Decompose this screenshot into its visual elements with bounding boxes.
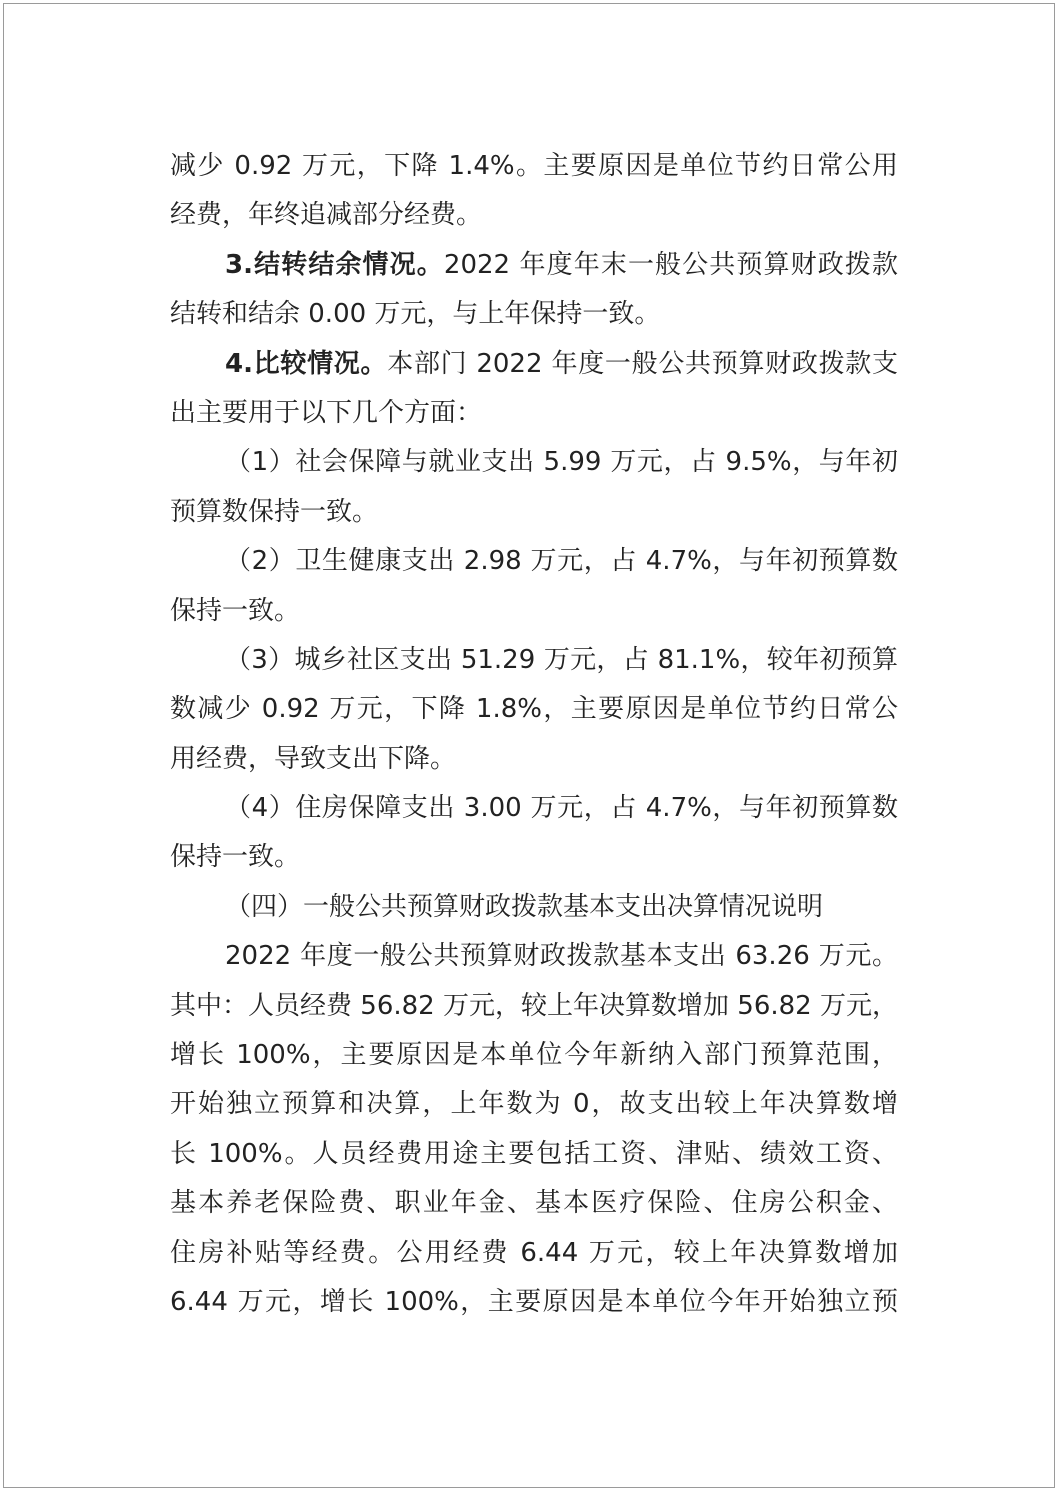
text-line: （3）城乡社区支出 51.29 万元，占 81.1%，较年初预算	[225, 644, 898, 675]
text-line	[170, 241, 898, 290]
document-body	[170, 142, 898, 1327]
text-line: 6.44 万元，增长 100%，主要原因是本单位今年开始独立预	[170, 1286, 898, 1317]
text-line: 2022 年度一般公共预算财政拨款基本支出 63.26 万元。	[225, 941, 898, 972]
text-line: 长 100%。人员经费用途主要包括工资、津贴、绩效工资、	[170, 1138, 898, 1169]
text-run: 2022 年度年末一般公共预算财政拨款	[443, 249, 898, 280]
text-line: 基本养老保险费、职业年金、基本医疗保险、住房公积金、	[170, 1188, 898, 1219]
text-line	[170, 340, 898, 389]
text-line: （2）卫生健康支出 2.98 万元，占 4.7%，与年初预算数	[225, 546, 898, 577]
text-line: 保持一致。	[170, 595, 301, 626]
text-line: 结转和结余 0.00 万元，与上年保持一致。	[170, 299, 661, 330]
section-heading: 3.结转结余情况。	[225, 249, 444, 280]
text-line: 开始独立预算和决算，上年数为 0，故支出较上年决算数增	[170, 1089, 898, 1120]
text-line: 住房补贴等经费。公用经费 6.44 万元，较上年决算数增加	[170, 1237, 898, 1268]
text-line: 预算数保持一致。	[170, 496, 379, 527]
text-line: （4）住房保障支出 3.00 万元，占 4.7%，与年初预算数	[225, 793, 898, 824]
text-line: （1）社会保障与就业支出 5.99 万元，占 9.5%，与年初	[225, 447, 898, 478]
text-line: 用经费，导致支出下降。	[170, 743, 457, 774]
text-line: 数减少 0.92 万元，下降 1.8%，主要原因是单位节约日常公	[170, 694, 898, 725]
text-line: 其中：人员经费 56.82 万元，较上年决算数增加 56.82 万元，	[170, 990, 898, 1021]
text-line: 经费，年终追减部分经费。	[170, 200, 483, 231]
text-line: 出主要用于以下几个方面：	[170, 397, 483, 428]
document-page	[3, 3, 1055, 1488]
text-line: 增长 100%，主要原因是本单位今年新纳入部门预算范围，	[170, 1040, 898, 1071]
text-line: 保持一致。	[170, 842, 301, 873]
text-run: 本部门 2022 年度一般公共预算财政拨款支	[387, 348, 898, 379]
section-heading: 4.比较情况。	[225, 348, 388, 379]
text-line: 减少 0.92 万元，下降 1.4%。主要原因是单位节约日常公用	[170, 151, 898, 181]
subsection-heading: （四）一般公共预算财政拨款基本支出决算情况说明	[225, 891, 824, 922]
